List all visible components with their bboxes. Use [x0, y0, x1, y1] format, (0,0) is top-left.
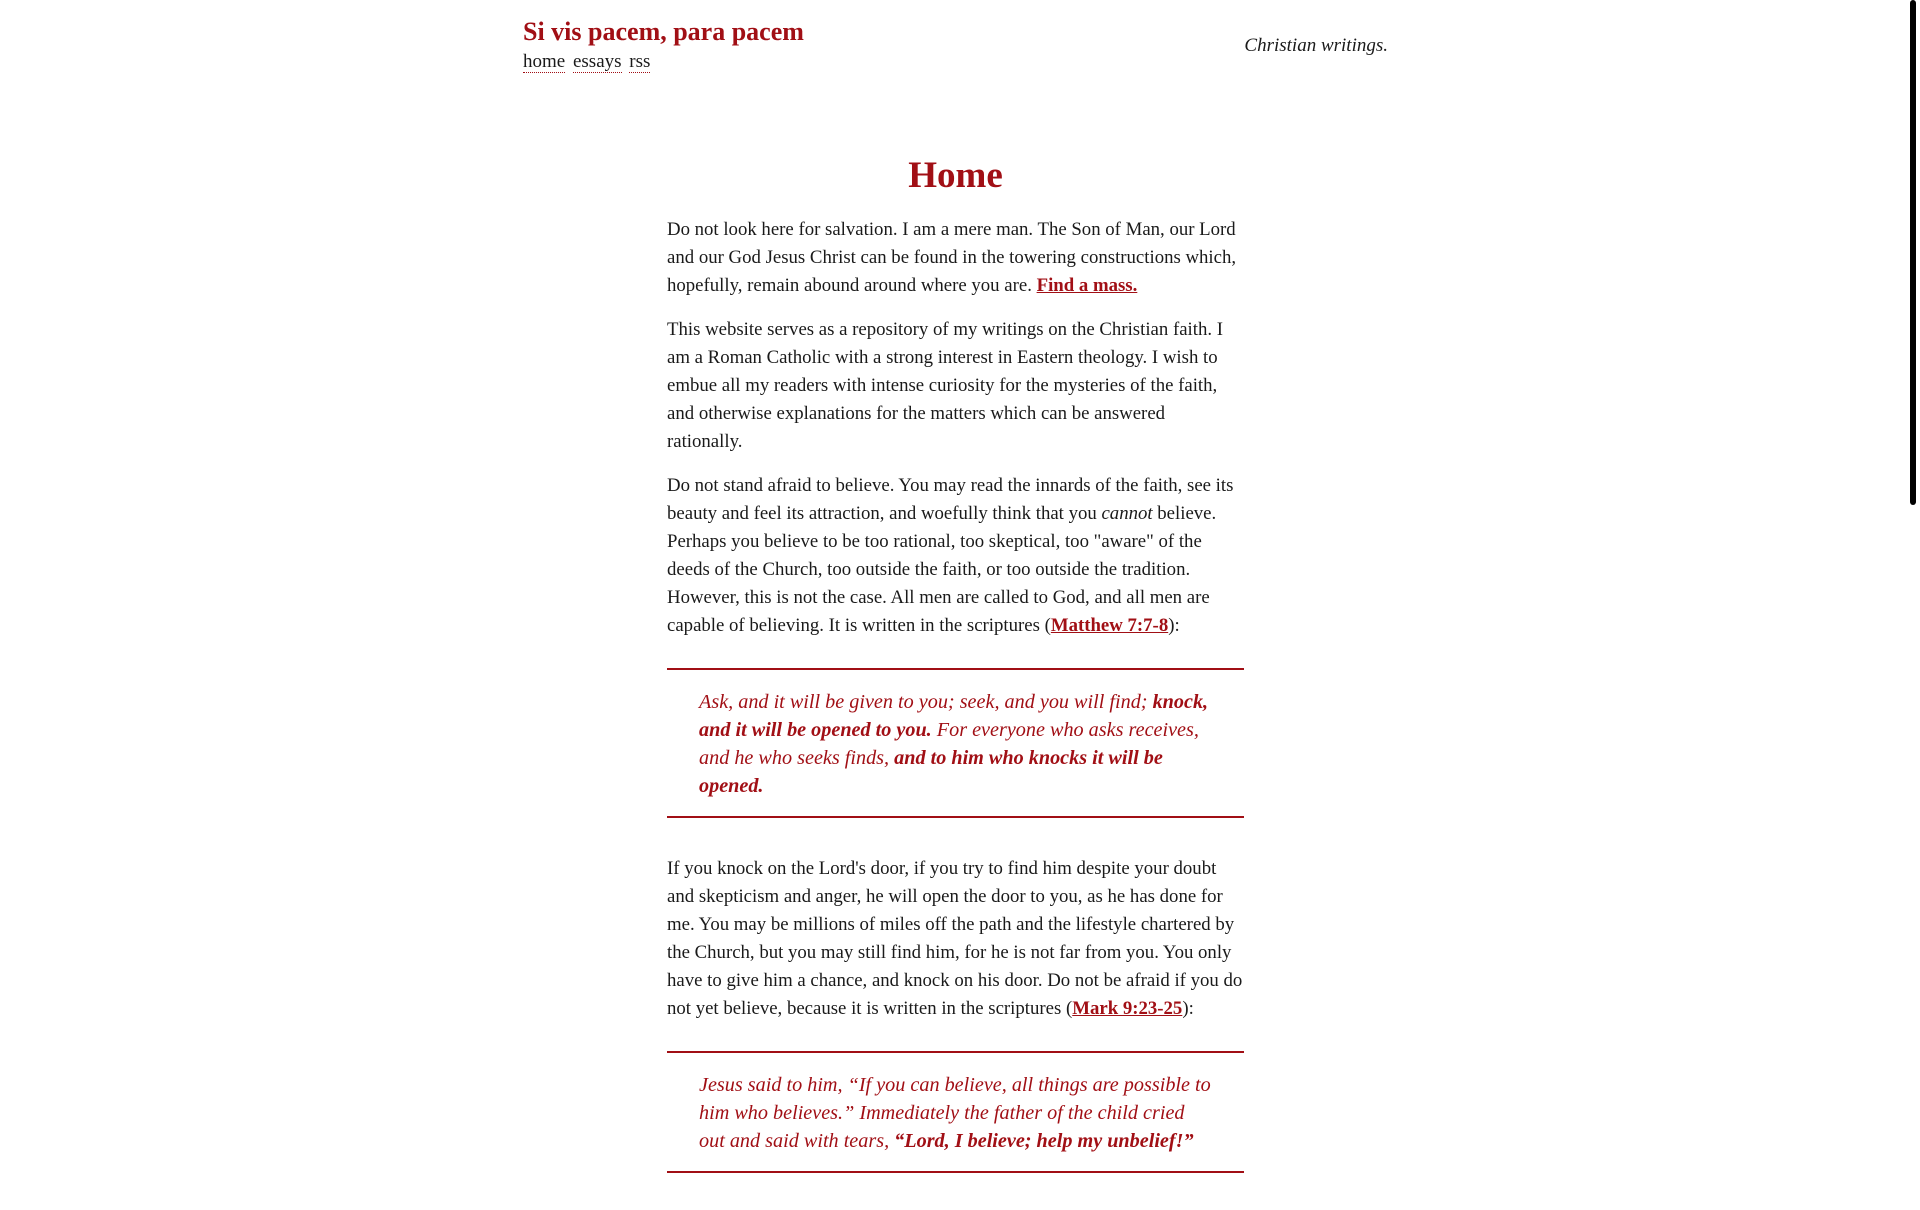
- knock-text-b: ):: [1182, 998, 1194, 1019]
- vertical-scrollbar[interactable]: [1906, 0, 1920, 1080]
- quote2-part2: “Lord, I believe; help my unbelief!”: [894, 1130, 1194, 1152]
- page-title: Home: [908, 155, 1003, 196]
- find-mass-link[interactable]: Find a mass.: [1036, 275, 1138, 296]
- scrollbar-thumb[interactable]: [1910, 0, 1916, 505]
- believe-text-b: believe. Perhaps you believe to be too rational, too skeptical, too "aware" of the deeds of the Church, too outside the faith, or too outside the tradition. However, this is not the case. All men are called to God, and all men are capable of believing. It is written in the scriptures (: [667, 503, 1217, 636]
- site-title[interactable]: Si vis pacem, para pacem: [523, 17, 804, 46]
- quote1-part2: knock, and it will be opened to you.: [699, 691, 1209, 741]
- scripture-quote-matthew: [667, 668, 1244, 818]
- quote1-part3: For everyone who asks receives, and he who seeks finds,: [699, 719, 1199, 769]
- matthew-link[interactable]: Matthew 7:7-8: [1050, 615, 1169, 636]
- nav-essays-link[interactable]: essays: [572, 51, 622, 72]
- believe-text-a: Do not stand afraid to believe. You may read the innards of the faith, see its beauty and feel its attraction, and woefully think that you: [667, 475, 1234, 524]
- nav-rss-link[interactable]: rss: [629, 51, 651, 72]
- believe-paragraph: [667, 472, 1244, 640]
- nav-home-link[interactable]: home: [523, 51, 566, 72]
- quote1-part4: and to him who knocks it will be opened.: [699, 747, 1163, 797]
- knock-text-a: If you knock on the Lord's door, if you try to find him despite your doubt and skepticism and anger, he will open the door to you, as he has done for me. You may be millions of miles off the path and the lifestyle chartered by the Church, but you may still find him, for he is not far from you. You only have to give him a chance, and knock on his door. Do not be afraid if you do not yet believe, because it is written in the scriptures (: [667, 858, 1243, 1019]
- main-content: [667, 150, 1244, 1210]
- scripture-quote-mark: [667, 1051, 1244, 1173]
- main-nav: [523, 50, 653, 74]
- mark-link[interactable]: Mark 9:23-25: [1072, 998, 1183, 1019]
- quote2-part1: Jesus said to him, “If you can believe, all things are possible to him who believes.” Immediately the father of the child cried out and said with tears,: [699, 1074, 1211, 1152]
- site-tagline: Christian writings.: [1244, 35, 1388, 56]
- believe-text-c: ):: [1168, 615, 1180, 636]
- emphasis-cannot: cannot: [1101, 503, 1153, 524]
- knock-paragraph: [667, 855, 1244, 1023]
- site-header: [523, 16, 1388, 76]
- quote1-part1: Ask, and it will be given to you; seek, and you will find;: [699, 691, 1153, 713]
- about-paragraph: This website serves as a repository of my writings on the Christian faith. I am a Roman Catholic with a strong interest in Eastern theology. I wish to embue all my readers with intense curiosity for the mysteries of the faith, and otherwise explanations for the matters which can be answered rationally.: [667, 319, 1224, 452]
- intro-paragraph: [667, 216, 1244, 300]
- intro-text: Do not look here for salvation. I am a mere man. The Son of Man, our Lord and our God Jesus Christ can be found in the towering constructions which, hopefully, remain abound around where you are.: [667, 219, 1237, 296]
